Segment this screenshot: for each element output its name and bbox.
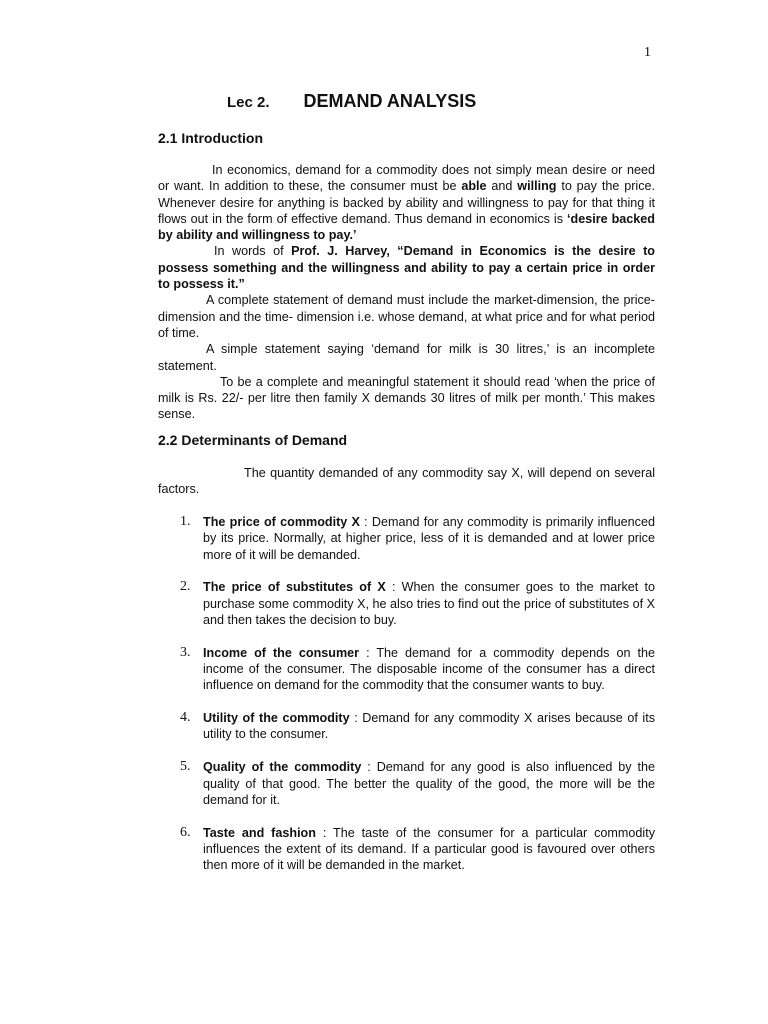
- item-text: : When the consumer goes to the market to purchase some commodity X, he also tries to find out the price of substitutes of X and then takes the decision to buy.: [203, 580, 655, 627]
- list-item: [158, 759, 655, 808]
- bold-text: able: [461, 179, 487, 194]
- paragraph: [158, 243, 655, 292]
- page-number: 1: [644, 45, 651, 60]
- page-title: DEMAND ANALYSIS: [303, 91, 477, 111]
- text-run: In economics, demand for a commodity does not simply mean desire or need or want. In addition to these, the consumer must be: [158, 163, 655, 194]
- list-item: [158, 645, 655, 694]
- item-text: : Demand for any commodity X arises because of its utility to the consumer.: [203, 711, 655, 742]
- item-text: : The taste of the consumer for a particular commodity influences the extent of its demand. If a particular good is favoured over others then more of it will be demanded in the market.: [203, 825, 655, 873]
- paragraph: A complete statement of demand must include the market-dimension, the price- dimension and the time- dimension i.e. whose demand, at what price and for what period of time.: [158, 293, 655, 340]
- lecture-number: Lec 2.: [227, 94, 270, 111]
- text-run: In words of: [214, 244, 292, 259]
- list-number: 6.: [180, 824, 191, 840]
- list-number: 4.: [180, 710, 191, 726]
- paragraph: [158, 162, 655, 243]
- paragraph: To be a complete and meaningful statement it should read ‘when the price of milk is Rs. 22/- per litre then family X demands 30 litres of milk per month.’ This makes sense.: [158, 374, 655, 422]
- item-heading: Income of the consumer: [203, 645, 360, 660]
- item-text: : Demand for any good is also influenced by the quality of that good. The better the quality of the good, the more will be the demand for it.: [203, 760, 656, 807]
- list-number: 2.: [180, 579, 191, 595]
- item-heading: The price of substitutes of X: [203, 580, 386, 595]
- section-heading-introduction: 2.1 Introduction: [158, 130, 263, 146]
- lecture-title: [227, 91, 476, 112]
- introduction-body: [158, 162, 655, 423]
- definition-quote: Prof. J. Harvey, “Demand in Economics is the desire to possess something and the willingness and ability to pay a certain price in order to possess it.”: [158, 244, 655, 292]
- section-heading-determinants: 2.2 Determinants of Demand: [158, 432, 348, 448]
- paragraph: A simple statement saying ‘demand for milk is 30 litres,’ is an incomplete statement.: [158, 342, 655, 373]
- item-heading: Utility of the commodity: [203, 711, 350, 726]
- item-text: : Demand for any commodity is primarily influenced by its price. Normally, at higher price, less of it is demanded and at lower price more of it will be demanded.: [203, 515, 655, 562]
- item-heading: Quality of the commodity: [203, 760, 362, 775]
- item-heading: Taste and fashion: [203, 825, 316, 840]
- list-number: 5.: [180, 759, 191, 775]
- list-item: [158, 825, 655, 874]
- text-run: to pay the price. Whenever desire for anything is backed by ability and willingness to pay for that thing it flows out in the form of effective demand. Thus demand in economics is: [158, 179, 655, 226]
- determinants-intro: [158, 465, 655, 498]
- item-text: : The demand for a commodity depends on the income of the consumer. The disposable income of the consumer has a direct influence on demand for the commodity that the consumer wants to buy.: [203, 645, 655, 693]
- text-run: and: [486, 179, 518, 194]
- list-item: [158, 710, 655, 743]
- list-number: 1.: [180, 514, 191, 529]
- list-number: 3.: [180, 644, 191, 660]
- bold-text: willing: [517, 179, 557, 194]
- list-item: [158, 579, 655, 628]
- paragraph: The quantity demanded of any commodity say X, will depend on several factors.: [158, 466, 655, 497]
- determinants-list: [158, 514, 655, 890]
- item-heading: The price of commodity X: [203, 515, 360, 529]
- list-item: [158, 514, 655, 563]
- bold-text: ‘desire backed by ability and willingness to pay.’: [158, 211, 655, 243]
